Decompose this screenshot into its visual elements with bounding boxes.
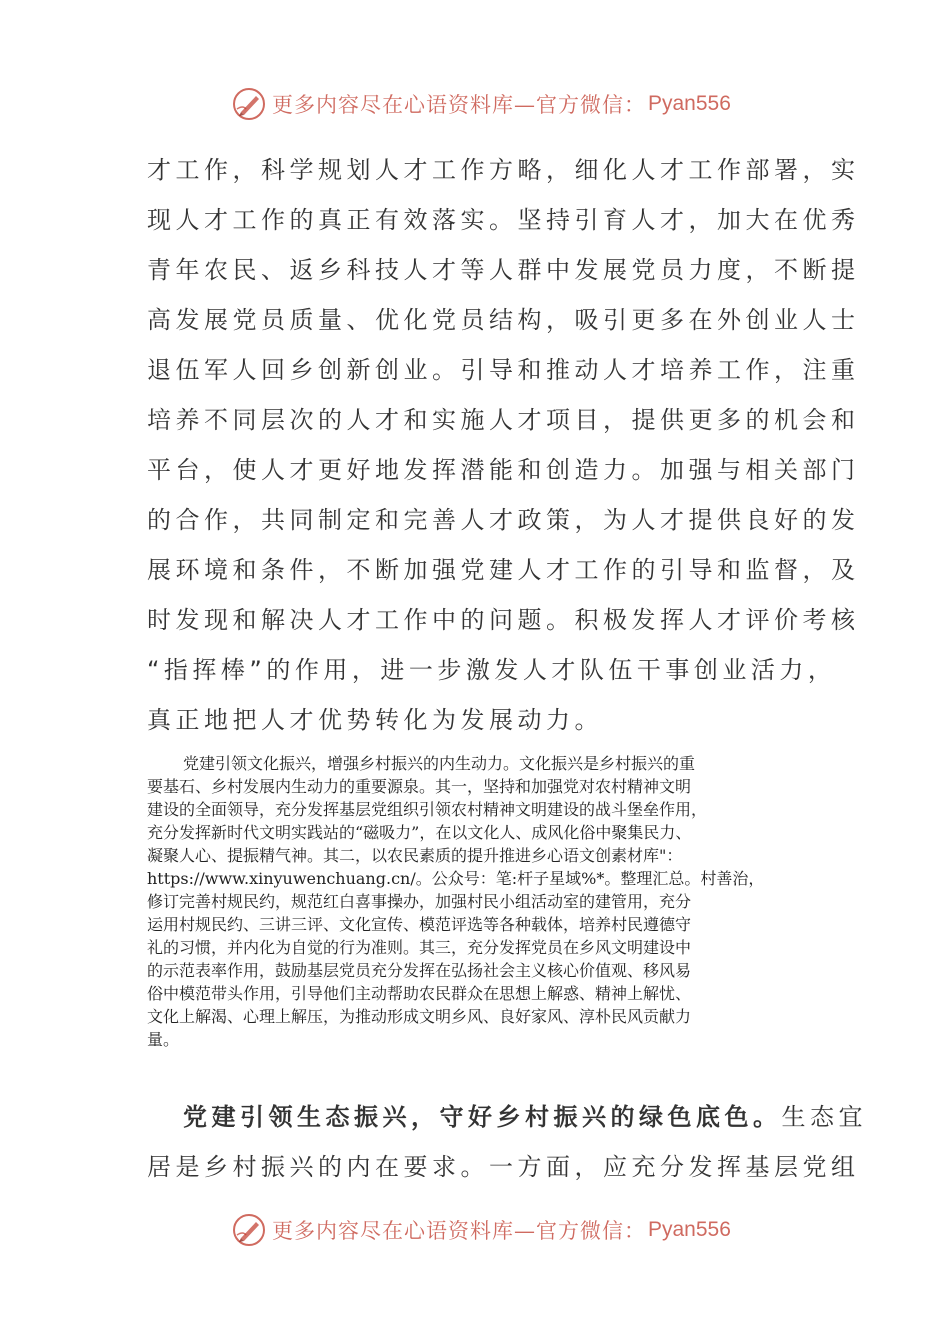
banner-handle: Pyan556 [648,1218,731,1241]
header-banner [232,84,752,124]
text-line: 高发展党员质量、优化党员结构，吸引更多在外创业人士 [147,306,860,334]
pen-logo-icon [232,87,266,121]
text-line: 才工作，科学规划人才工作方略，细化人才工作部署，实 [147,156,860,184]
text-line: 真正地把人才优势转化为发展动力。 [147,706,603,734]
text-line: 平台，使人才更好地发挥潜能和创造力。加强与相关部门 [147,456,860,484]
banner-handle: Pyan556 [648,92,731,115]
text-line: 文化上解渴、心理上解压，为推动形成文明乡风、良好家风、淳朴民风贡献力 [147,1007,692,1026]
text-line: 凝聚人心、提振精气神。其二，以农民素质的提升推进乡心语文创素材库"： [147,846,683,865]
footer-banner [232,1210,752,1250]
text-line: 展环境和条件，不断加强党建人才工作的引导和监督，及 [147,556,860,584]
text-line [147,1092,867,1142]
paragraph-small [147,752,812,1051]
text-line: 的示范表率作用，鼓励基层党员充分发挥在弘扬社会主义核心价值观、移风易 [147,961,692,980]
text-line: 充分发挥新时代文明实践站的“磁吸力”，在以文化人、成风化俗中聚集民力、 [147,823,692,842]
text-line: 量。 [147,1030,180,1049]
text-line: 建设的全面领导，充分发挥基层党组织引领农村精神文明建设的战斗堡垒作用， [147,800,708,819]
text-line: 青年农民、返乡科技人才等人群中发展党员力度，不断提 [147,256,860,284]
banner-text: 更多内容尽在心语资料库—官方微信： [272,1219,646,1243]
url-line: https://www.xinyuwenchuang.cn/。公众号：笔:杆子星域%*。整理汇总。村善治， [147,869,765,888]
text-line: 要基石、乡村发展内生动力的重要源泉。其一，坚持和加强党对农村精神文明 [147,777,692,796]
paragraph-bottom [147,1092,867,1192]
text-fragment: 生态宜 [781,1103,867,1131]
pen-logo-icon [232,1213,266,1247]
text-line: 修订完善村规民约，规范红白喜事操办，加强村民小组活动室的建管用，充分 [147,892,692,911]
text-line: 礼的习惯，并内化为自觉的行为准则。其三，充分发挥党员在乡风文明建设中 [147,938,692,957]
text-line: 退伍军人回乡创新创业。引导和推动人才培养工作，注重 [147,356,860,384]
text-line: “指挥棒”的作用，进一步激发人才队伍干事创业活力， [147,656,837,684]
text-line: 党建引领文化振兴，增强乡村振兴的内生动力。文化振兴是乡村振兴的重 [183,754,696,773]
section-heading: 党建引领生态振兴，守好乡村振兴的绿色底色。 [183,1103,782,1131]
text-line: 俗中模范带头作用，引导他们主动帮助农民群众在思想上解惑、精神上解忧、 [147,984,692,1003]
text-line: 运用村规民约、三讲三评、文化宣传、模范评选等各种载体，培养村民遵德守 [147,915,692,934]
text-line: 的合作，共同制定和完善人才政策，为人才提供良好的发 [147,506,860,534]
text-line: 居是乡村振兴的内在要求。一方面，应充分发挥基层党组 [147,1153,860,1181]
text-line: 时发现和解决人才工作中的问题。积极发挥人才评价考核 [147,606,860,634]
text-line: 培养不同层次的人才和实施人才项目，提供更多的机会和 [147,406,860,434]
paragraph-top [147,145,860,745]
banner-text: 更多内容尽在心语资料库—官方微信： [272,93,646,117]
text-line: 现人才工作的真正有效落实。坚持引育人才，加大在优秀 [147,206,860,234]
